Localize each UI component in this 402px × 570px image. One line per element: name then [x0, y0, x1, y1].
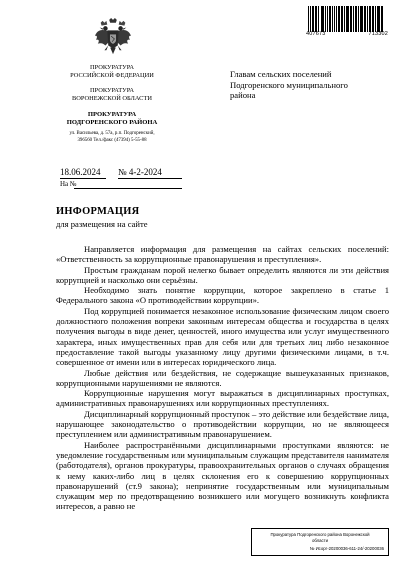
body-paragraph: Простым гражданам порой нелегко бывает определить являются ли эти действия коррупцией и насколько они серьёзны.	[56, 264, 389, 285]
barcode-digits-right: 713302	[368, 31, 388, 37]
address-line: ул. Васильева, д. 57а, р.п. Подгоренский,	[69, 131, 155, 136]
addressee-line: Главам сельских поселений	[230, 69, 332, 79]
body-paragraph: Наиболее распространёнными дисциплинарными проступками являются: не уведомление государственным или муниципальным служащим представителя нанимателя (работодателя), органов прокуратуры, правоохранительных органов о случаях обращения к нему каких-либо лиц в целях склонения его к совершению коррупционных правонарушений (ст.9 закона); непринятие государственным или муниципальным служащим мер по предотвращению возникшего или могущего возникнуть конфликта интересов, а равно не	[56, 439, 389, 512]
stamp-line: области	[311, 538, 329, 543]
coat-of-arms-icon	[94, 17, 132, 57]
barcode-bar	[323, 6, 324, 32]
barcode-digits	[306, 31, 388, 37]
reference-line	[74, 188, 182, 189]
body-paragraph: Дисциплинарный коррупционный проступок – это действие или бездействие лица, нарушающее законодательство о противодействии коррупции, но не являющееся преступлением или административным правонарушением.	[56, 408, 389, 440]
org-line: ВОРОНЕЖСКОЙ ОБЛАСТИ	[72, 95, 152, 102]
org-header-district	[38, 111, 186, 127]
document-title: ИНФОРМАЦИЯ	[56, 206, 140, 217]
barcode-bar	[370, 6, 371, 32]
registration-stamp	[251, 528, 389, 556]
org-line: ПРОКУРАТУРА	[89, 87, 135, 94]
barcode-bar	[344, 6, 345, 32]
barcode-bar	[375, 6, 376, 32]
addressee-line: Подгоренского муниципального	[230, 79, 348, 90]
org-line: ПРОКУРАТУРА	[87, 111, 137, 118]
addressee-block	[230, 69, 380, 101]
org-header-region	[38, 87, 186, 103]
barcode	[308, 6, 384, 32]
document-body	[56, 244, 389, 512]
body-paragraph: Направляется информация для размещения на сайтах сельских поселений: «Ответственность за коррупционные правонарушения и преступления».	[56, 244, 389, 265]
barcode-bar	[318, 6, 320, 32]
barcode-bar	[377, 6, 379, 32]
barcode-bar	[382, 6, 383, 32]
stamp-line: Прокуратура Подгоренского района Воронежской	[270, 532, 370, 537]
barcode-bar	[355, 6, 356, 32]
document-subtitle: для размещения на сайте	[56, 219, 148, 229]
address-line: 396560 Тел./факс (47394) 5-55-88	[77, 138, 147, 144]
barcode-bar	[313, 6, 314, 32]
org-line: ПОДГОРЕНСКОГО РАЙОНА	[66, 119, 158, 126]
body-paragraph: Коррупционные нарушения могут выражаться в дисциплинарных проступках, административных правонарушениях или коррупционных преступлениях.	[56, 388, 389, 409]
barcode-digits-left: 407673	[306, 31, 326, 37]
barcode-bar	[365, 6, 366, 32]
document-number: № 4-2-2024	[118, 167, 182, 179]
barcode-bar	[347, 6, 349, 32]
body-paragraph: Любые действия или бездействия, не содержащие вышеуказанных признаков, коррупционными нарушениями не являются.	[56, 367, 389, 388]
barcode-bar	[361, 6, 363, 32]
barcode-bar	[308, 6, 309, 32]
org-header-federation	[38, 64, 186, 80]
barcode-bar	[381, 6, 382, 32]
body-paragraph: Необходимо знать понятие коррупции, которое закреплено в статье 1 Федерального закона «О противодействии коррупции».	[56, 285, 389, 306]
body-paragraph: Под коррупцией понимается незаконное использование физическим лицом своего должностного положения вопреки законным интересам общества и государства в целях получения выгоды в виде денег, ценностей, иного имущества или услуг имущественного характера, иных имущественных прав для себя или для третьих лиц либо незаконное предоставление такой выгоды указанному лицу другими физическими лицами, в т.ч. совершенное от имени или в интересах юридического лица.	[56, 305, 389, 368]
barcode-bar	[350, 6, 351, 32]
org-address	[38, 130, 186, 144]
barcode-bar	[329, 6, 330, 32]
barcode-bar	[360, 6, 361, 32]
reference-label: На №	[60, 180, 77, 188]
barcode-bar	[334, 6, 336, 32]
document-date: 18.06.2024	[60, 167, 106, 179]
barcode-bar	[339, 6, 340, 32]
org-line: ПРОКУРАТУРА	[89, 64, 135, 71]
org-line: РОССИЙСКОЙ ФЕДЕРАЦИИ	[70, 72, 154, 79]
stamp-number: № Исорг-20200036-611-24/-20200036	[309, 546, 384, 551]
addressee-line: района	[230, 90, 256, 100]
